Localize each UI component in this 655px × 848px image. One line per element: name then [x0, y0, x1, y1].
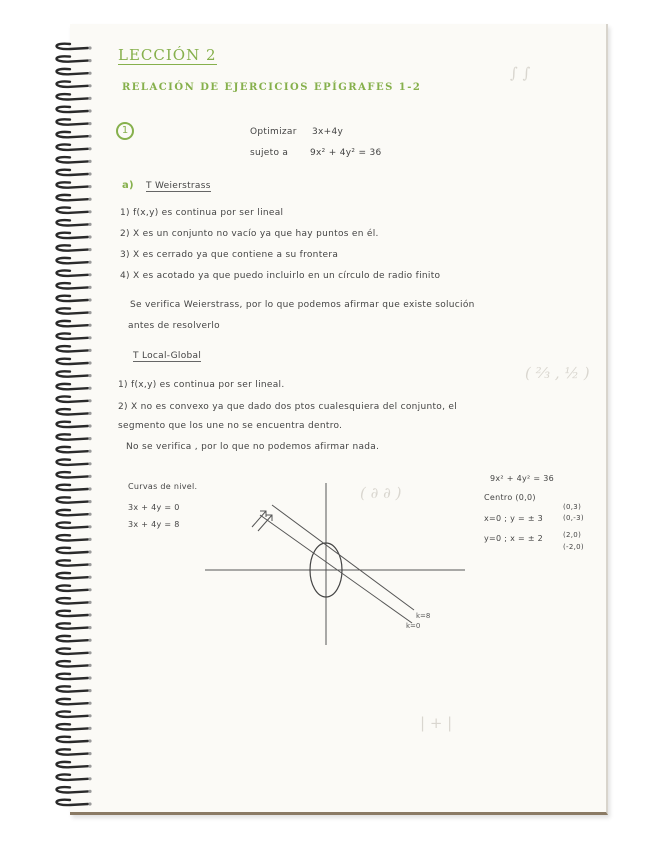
weierstrass-item: 4) X es acotado ya que puedo incluirlo en un círculo de radio finito — [120, 271, 441, 281]
binding-hole — [88, 273, 91, 276]
spiral-loop — [57, 258, 89, 263]
spiral-loop — [57, 170, 89, 175]
spiral-loop — [57, 762, 89, 767]
spiral-loop — [57, 800, 89, 805]
spiral-loop — [57, 107, 89, 112]
spiral-loop — [57, 485, 89, 490]
weierstrass-item: 3) X es cerrado ya que contiene a su frontera — [120, 250, 339, 260]
spiral-loop — [57, 611, 89, 616]
weierstrass-item: 2) X es un conjunto no vacío ya que hay puntos en él. — [120, 229, 379, 239]
binding-hole — [88, 450, 91, 453]
level-label-k8: k=8 — [416, 612, 431, 620]
binding-hole — [88, 198, 91, 201]
ellipse-point: (0,3) — [563, 503, 582, 511]
spiral-loop — [57, 459, 89, 464]
spiral-loop — [57, 94, 89, 99]
binding-hole — [88, 664, 91, 667]
binding-hole — [88, 790, 91, 793]
spiral-loop — [57, 207, 89, 212]
spiral-loop — [57, 787, 89, 792]
binding-hole — [88, 46, 91, 49]
binding-hole — [88, 765, 91, 768]
spiral-loop — [57, 56, 89, 61]
spiral-loop — [57, 548, 89, 553]
spiral-loop — [57, 321, 89, 326]
weierstrass-conclusion: antes de resolverlo — [128, 321, 220, 331]
binding-hole — [88, 437, 91, 440]
binding-hole — [88, 97, 91, 100]
objective-function: 3x+4y — [312, 127, 344, 137]
ellipse-point: (0,-3) — [563, 514, 584, 522]
spiral-loop — [57, 497, 89, 502]
binding-hole — [88, 462, 91, 465]
binding-hole — [88, 349, 91, 352]
binding-hole — [88, 223, 91, 226]
binding-hole — [88, 135, 91, 138]
bleed-through-mark: ∫ ∫ — [510, 64, 531, 82]
spiral-loop — [57, 195, 89, 200]
spiral-loop — [57, 573, 89, 578]
spiral-binding — [48, 38, 96, 808]
binding-hole — [88, 702, 91, 705]
binding-hole — [88, 84, 91, 87]
spiral-loop — [57, 270, 89, 275]
spiral-loop — [57, 510, 89, 515]
binding-hole — [88, 361, 91, 364]
binding-hole — [88, 576, 91, 579]
binding-hole — [88, 777, 91, 780]
spiral-loop — [57, 44, 89, 49]
local-global-heading: T Local-Global — [133, 351, 202, 361]
spiral-loop — [57, 560, 89, 565]
ellipse-equation: 9x² + 4y² = 36 — [490, 474, 555, 483]
bleed-through-mark: ( ⅔ , ½ ) — [525, 364, 590, 382]
local-global-item: 2) X no es convexo ya que dado dos ptos cualesquiera del conjunto, el — [118, 402, 458, 412]
level-line-k0 — [260, 515, 412, 623]
spiral-loop — [57, 233, 89, 238]
ellipse-y-zero: y=0 ; x = ± 2 — [484, 534, 544, 543]
spiral-loop — [57, 81, 89, 86]
binding-hole — [88, 802, 91, 805]
spiral-loop — [57, 359, 89, 364]
spiral-loop — [57, 535, 89, 540]
spiral-loop — [57, 598, 89, 603]
spiral-loop — [57, 724, 89, 729]
spiral-loop — [57, 346, 89, 351]
spiral-loop — [57, 220, 89, 225]
binding-hole — [88, 286, 91, 289]
binding-hole — [88, 588, 91, 591]
spiral-loop — [57, 333, 89, 338]
binding-hole — [88, 210, 91, 213]
binding-hole — [88, 172, 91, 175]
binding-hole — [88, 525, 91, 528]
level-curve-equation: 3x + 4y = 0 — [128, 503, 180, 512]
binding-hole — [88, 324, 91, 327]
binding-hole — [88, 336, 91, 339]
spiral-loop — [57, 283, 89, 288]
spiral-loop — [57, 749, 89, 754]
ellipse-point: (2,0) — [563, 531, 582, 539]
binding-hole — [88, 513, 91, 516]
binding-hole — [88, 387, 91, 390]
section-marker-a: a) — [122, 180, 134, 191]
spiral-loop — [57, 661, 89, 666]
binding-hole — [88, 59, 91, 62]
level-curves-label: Curvas de nivel. — [128, 482, 198, 491]
binding-hole — [88, 235, 91, 238]
spiral-loop — [57, 472, 89, 477]
ellipse-x-zero: x=0 ; y = ± 3 — [484, 514, 544, 523]
binding-hole — [88, 714, 91, 717]
exercise-number-badge: 1 — [116, 122, 134, 140]
spiral-loop — [57, 585, 89, 590]
page-subtitle: RELACIÓN DE EJERCICIOS EPÍGRAFES 1-2 — [122, 82, 422, 93]
level-curves-sketch — [200, 475, 480, 655]
binding-hole — [88, 550, 91, 553]
weierstrass-heading: T Weierstrass — [146, 181, 211, 191]
constraint-label: sujeto a — [250, 148, 289, 158]
spiral-loop — [57, 636, 89, 641]
binding-hole — [88, 500, 91, 503]
spiral-loop — [57, 711, 89, 716]
binding-hole — [88, 374, 91, 377]
binding-hole — [88, 487, 91, 490]
spiral-loop — [57, 245, 89, 250]
binding-hole — [88, 601, 91, 604]
spiral-loop — [57, 157, 89, 162]
spiral-loop — [57, 119, 89, 124]
spiral-loop — [57, 182, 89, 187]
spiral-loop — [57, 422, 89, 427]
spiral-loop — [57, 144, 89, 149]
spiral-loop — [57, 447, 89, 452]
spiral-loop — [57, 384, 89, 389]
bleed-through-mark: ( ∂ ∂ ) — [360, 484, 402, 502]
spiral-loop — [57, 522, 89, 527]
binding-hole — [88, 538, 91, 541]
spiral-loop — [57, 132, 89, 137]
local-global-item: segmento que los une no se encuentra dentro. — [118, 421, 343, 431]
binding-hole — [88, 185, 91, 188]
binding-hole — [88, 160, 91, 163]
objective-label: Optimizar — [250, 127, 297, 137]
spiral-loop — [57, 371, 89, 376]
ellipse-point: (-2,0) — [563, 543, 584, 551]
binding-hole — [88, 412, 91, 415]
binding-hole — [88, 424, 91, 427]
bleed-through-mark: | + | — [420, 714, 453, 732]
binding-hole — [88, 147, 91, 150]
binding-hole — [88, 651, 91, 654]
spiral-loop — [57, 686, 89, 691]
constraint-equation: 9x² + 4y² = 36 — [310, 148, 382, 158]
binding-hole — [88, 626, 91, 629]
binding-hole — [88, 752, 91, 755]
binding-hole — [88, 261, 91, 264]
spiral-loop — [57, 296, 89, 301]
spiral-loop — [57, 409, 89, 414]
level-line-k8 — [272, 505, 414, 610]
binding-hole — [88, 72, 91, 75]
spiral-loop — [57, 396, 89, 401]
spiral-loop — [57, 774, 89, 779]
spiral-loop — [57, 648, 89, 653]
binding-hole — [88, 298, 91, 301]
local-global-item: 1) f(x,y) es continua por ser lineal. — [118, 380, 285, 390]
weierstrass-item: 1) f(x,y) es continua por ser lineal — [120, 208, 284, 218]
spiral-loop — [57, 674, 89, 679]
binding-hole — [88, 613, 91, 616]
spiral-loop — [57, 699, 89, 704]
binding-hole — [88, 122, 91, 125]
binding-hole — [88, 676, 91, 679]
spiral-loop — [57, 623, 89, 628]
spiral-loop — [57, 434, 89, 439]
binding-hole — [88, 639, 91, 642]
local-global-conclusion: No se verifica , por lo que no podemos afirmar nada. — [126, 442, 380, 452]
weierstrass-conclusion: Se verifica Weierstrass, por lo que podemos afirmar que existe solución — [130, 300, 475, 310]
level-label-k0: k=0 — [406, 622, 421, 630]
level-curve-equation: 3x + 4y = 8 — [128, 520, 180, 529]
spiral-loop — [57, 308, 89, 313]
binding-hole — [88, 739, 91, 742]
binding-hole — [88, 475, 91, 478]
binding-hole — [88, 399, 91, 402]
binding-hole — [88, 109, 91, 112]
ellipse-center: Centro (0,0) — [484, 493, 536, 502]
spiral-loop — [57, 69, 89, 74]
spiral-loop — [57, 737, 89, 742]
binding-hole — [88, 563, 91, 566]
binding-hole — [88, 689, 91, 692]
binding-hole — [88, 311, 91, 314]
notebook-page — [70, 24, 608, 815]
binding-hole — [88, 727, 91, 730]
binding-hole — [88, 248, 91, 251]
lesson-title: LECCIÓN 2 — [118, 46, 217, 64]
